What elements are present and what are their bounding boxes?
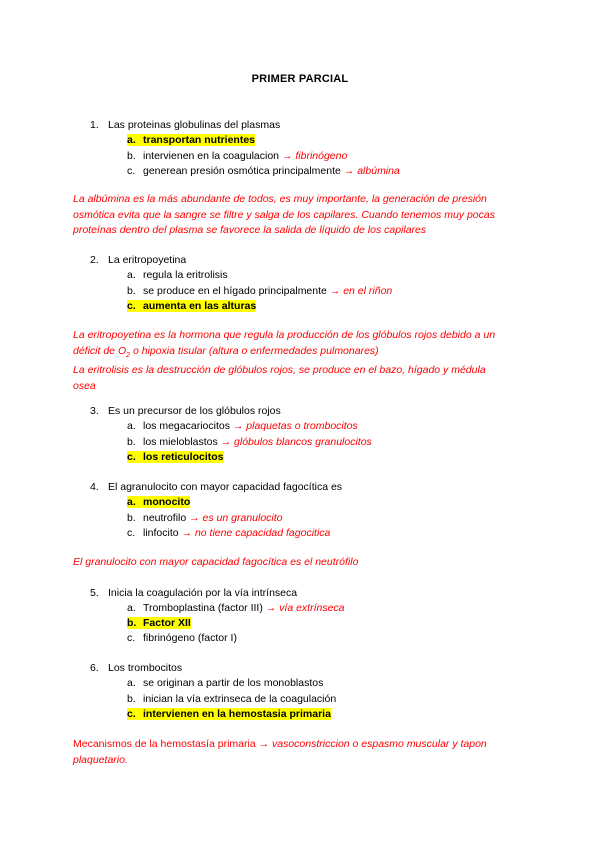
option-letter: a. — [127, 677, 136, 689]
option-4c — [127, 526, 330, 541]
option-text: transportan nutrientes — [143, 134, 256, 146]
option-3b — [127, 435, 372, 450]
question-text: El agranulocito con mayor capacidad fagocítica es — [108, 481, 343, 493]
option-4a — [127, 495, 190, 510]
option-5b — [127, 616, 191, 631]
option-3a — [127, 419, 358, 434]
question-3 — [90, 404, 281, 419]
question-number: 3. — [90, 405, 99, 417]
option-letter: b. — [127, 150, 136, 162]
question-text: Es un precursor de los glóbulos rojos — [108, 405, 281, 417]
question-1 — [90, 118, 280, 133]
note-line: déficit de $O_2$ o hipoxia tisular (altura o enfermedades pulmonares) — [73, 344, 379, 359]
option-3c — [127, 450, 224, 465]
option-letter: c. — [127, 300, 136, 312]
option-note: → en el riñon — [329, 285, 393, 297]
question-number: 1. — [90, 119, 99, 131]
option-6a — [127, 676, 323, 691]
option-4b — [127, 511, 283, 526]
question-number: 6. — [90, 662, 99, 674]
option-text: linfocito — [143, 527, 182, 539]
option-1b — [127, 149, 347, 164]
option-text: Factor XII — [143, 617, 191, 629]
question-number: 2. — [90, 254, 99, 266]
option-1c — [127, 164, 400, 179]
option-letter: b. — [127, 436, 136, 448]
option-letter: a. — [127, 420, 136, 432]
note-eritropoyetina — [73, 328, 533, 394]
option-letter: c. — [127, 708, 136, 720]
option-text: inician la vía extrinseca de la coagulación — [143, 693, 337, 705]
question-text: Las proteinas globulinas del plasmas — [108, 119, 281, 131]
option-5c — [127, 631, 237, 646]
option-text: neutrofilo — [143, 512, 190, 524]
option-text: se produce en el hígado principalmente — [143, 285, 330, 297]
note-granulocito — [73, 555, 533, 571]
option-note: → fibrinógeno — [281, 150, 348, 162]
option-note: → no tiene capacidad fagocitica — [181, 527, 331, 539]
option-text: fibrinógeno (factor I) — [143, 632, 237, 644]
option-2c — [127, 299, 256, 314]
option-text: regula la eritrolisis — [143, 269, 228, 281]
question-text: Inicia la coagulación por la vía intrínseca — [108, 587, 298, 599]
note-line: La eritrolisis es la destrucción de glóbulos rojos, se produce en el bazo, hígado y médula — [73, 364, 486, 377]
note-line: La eritropoyetina es la hormona que regula la producción de los glóbulos rojos debido a un — [73, 329, 496, 341]
option-text: se originan a partir de los monoblastos — [143, 677, 324, 689]
option-6c — [127, 707, 331, 722]
option-letter: c. — [127, 632, 136, 644]
option-2b — [127, 284, 392, 299]
option-note: → glóbulos blancos granulocitos — [220, 436, 372, 448]
question-4 — [90, 480, 342, 495]
question-2 — [90, 253, 186, 268]
note-albumina — [73, 192, 533, 239]
question-text: Los trombocitos — [108, 662, 183, 674]
note-line: El granulocito con mayor capacidad fagocítica es el neutrófilo — [73, 556, 359, 568]
option-text: intervienen en la hemostasia primaria — [143, 708, 331, 720]
note-hemostasia — [73, 737, 533, 768]
option-text: monocito — [143, 496, 191, 508]
option-letter: a. — [127, 269, 136, 281]
option-note: → plaquetas o trombocitos — [232, 420, 358, 432]
option-letter: a. — [127, 134, 136, 146]
option-letter: c. — [127, 165, 136, 177]
option-6b — [127, 692, 336, 707]
note-line: plaquetario. — [73, 753, 128, 766]
question-text: La eritropoyetina — [108, 254, 187, 266]
option-text: los reticulocitos — [143, 451, 224, 463]
option-note: → es un granulocito — [189, 512, 283, 524]
option-letter: b. — [127, 285, 136, 297]
option-note: → vía extrínseca — [265, 602, 345, 614]
option-text: Tromboplastina (factor III) — [143, 602, 266, 614]
option-letter: b. — [127, 617, 137, 629]
option-letter: a. — [127, 496, 136, 508]
option-text: los mieloblastos — [143, 436, 221, 448]
question-5 — [90, 586, 297, 601]
note-line: proteínas dentro del plasma se favorece la salida de líquido de los capilares — [73, 224, 427, 236]
option-5a — [127, 601, 345, 616]
option-letter: a. — [127, 602, 136, 614]
question-number: 5. — [90, 587, 99, 599]
option-letter: c. — [127, 527, 136, 539]
option-letter: b. — [127, 512, 136, 524]
option-text: intervienen en la coagulacion — [143, 150, 282, 162]
option-text: generean presión osmótica principalmente — [143, 165, 344, 177]
option-1a — [127, 133, 255, 148]
question-number: 4. — [90, 481, 99, 493]
option-letter: c. — [127, 451, 136, 463]
note-line: osmótica evita que la sangre se filtre y salga de los capilares. Cuando tenemos muy pocas — [73, 208, 495, 221]
option-text: aumenta en las alturas — [143, 300, 257, 312]
option-letter: b. — [127, 693, 136, 705]
note-line: Mecanismos de la hemostasía primaria → vasoconstriccion o espasmo muscular y tapon — [73, 738, 487, 750]
question-6 — [90, 661, 182, 676]
note-line: La albúmina es la más abundante de todos, es muy importante, la generación de presión — [73, 193, 487, 205]
page-title: PRIMER PARCIAL — [251, 73, 349, 85]
option-note: → albúmina — [343, 165, 400, 177]
note-line: osea — [73, 379, 96, 392]
option-2a — [127, 268, 228, 283]
option-text: los megacariocitos — [143, 420, 233, 432]
